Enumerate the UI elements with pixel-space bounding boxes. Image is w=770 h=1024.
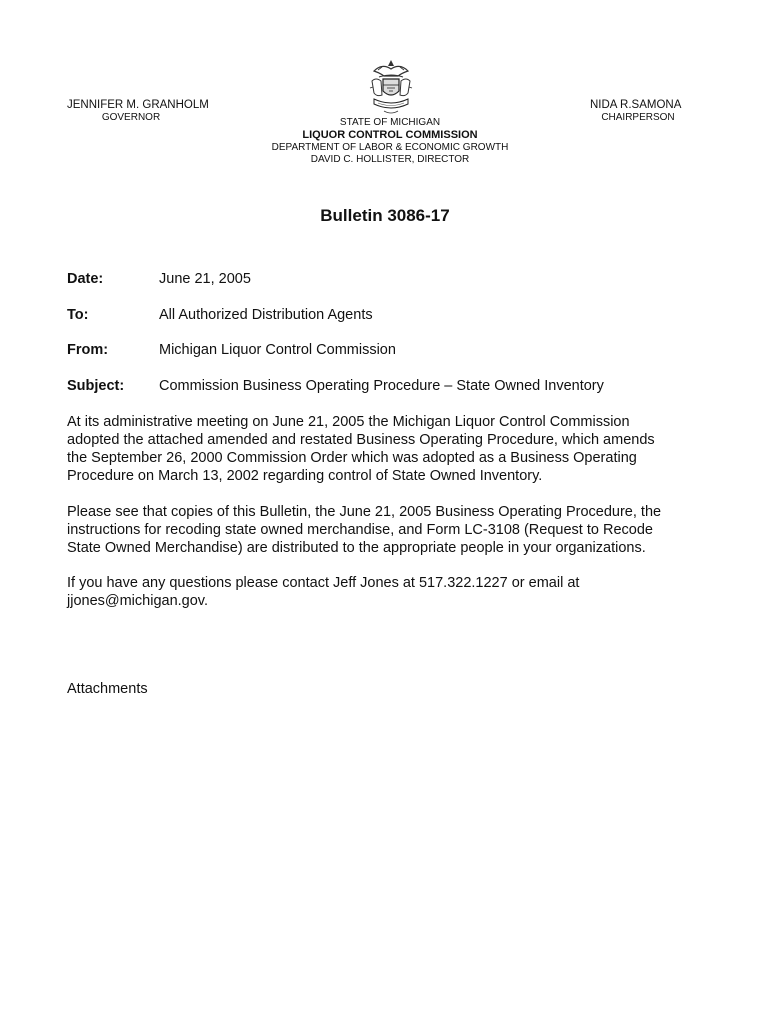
from-value: Michigan Liquor Control Commission — [159, 342, 396, 358]
paragraph-meeting — [67, 413, 707, 485]
paragraph-line: instructions for recoding state owned merchandise, and Form LC-3108 (Request to Recode — [67, 522, 653, 538]
attachments-label: Attachments — [67, 681, 148, 697]
paragraph-line: adopted the attached amended and restated Business Operating Procedure, which amends — [67, 432, 655, 448]
governor-name: JENNIFER M. GRANHOLM — [67, 99, 209, 111]
paragraph-contact — [67, 574, 707, 610]
bulletin-title: Bulletin 3086-17 — [320, 206, 450, 225]
to-value: All Authorized Distribution Agents — [159, 307, 373, 323]
to-label: To: — [67, 307, 89, 323]
paragraph-line: State Owned Merchandise) are distributed to the appropriate people in your organizations. — [67, 540, 646, 556]
chairperson-name: NIDA R.SAMONA — [590, 99, 682, 111]
subject-value: Commission Business Operating Procedure – State Owned Inventory — [159, 378, 604, 394]
chairperson-title: CHAIRPERSON — [601, 112, 675, 123]
date-label: Date: — [67, 271, 104, 287]
paragraph-line: Please see that copies of this Bulletin, the June 21, 2005 Business Operating Procedure, the — [67, 504, 662, 520]
subject-label: Subject: — [67, 378, 125, 394]
paragraph-line: the September 26, 2000 Commission Order which was adopted as a Business Operating — [67, 450, 637, 466]
paragraph-line: At its administrative meeting on June 21, 2005 the Michigan Liquor Control Commission — [67, 414, 630, 430]
state-seal-icon — [362, 57, 420, 117]
commission-name: LIQUOR CONTROL COMMISSION — [302, 129, 478, 141]
department-name: DEPARTMENT OF LABOR & ECONOMIC GROWTH — [271, 142, 509, 153]
paragraph-line: Procedure on March 13, 2002 regarding control of State Owned Inventory. — [67, 468, 543, 484]
date-value: June 21, 2005 — [159, 271, 251, 287]
from-label: From: — [67, 342, 109, 358]
director-name: DAVID C. HOLLISTER, DIRECTOR — [310, 154, 470, 165]
governor-title: GOVERNOR — [101, 112, 161, 123]
paragraph-line: If you have any questions please contact Jeff Jones at 517.322.1227 or email at — [67, 575, 580, 591]
state-name: STATE OF MICHIGAN — [339, 117, 441, 128]
contact-email-line: jjones@michigan.gov. — [67, 593, 208, 609]
paragraph-distribution — [67, 503, 707, 557]
